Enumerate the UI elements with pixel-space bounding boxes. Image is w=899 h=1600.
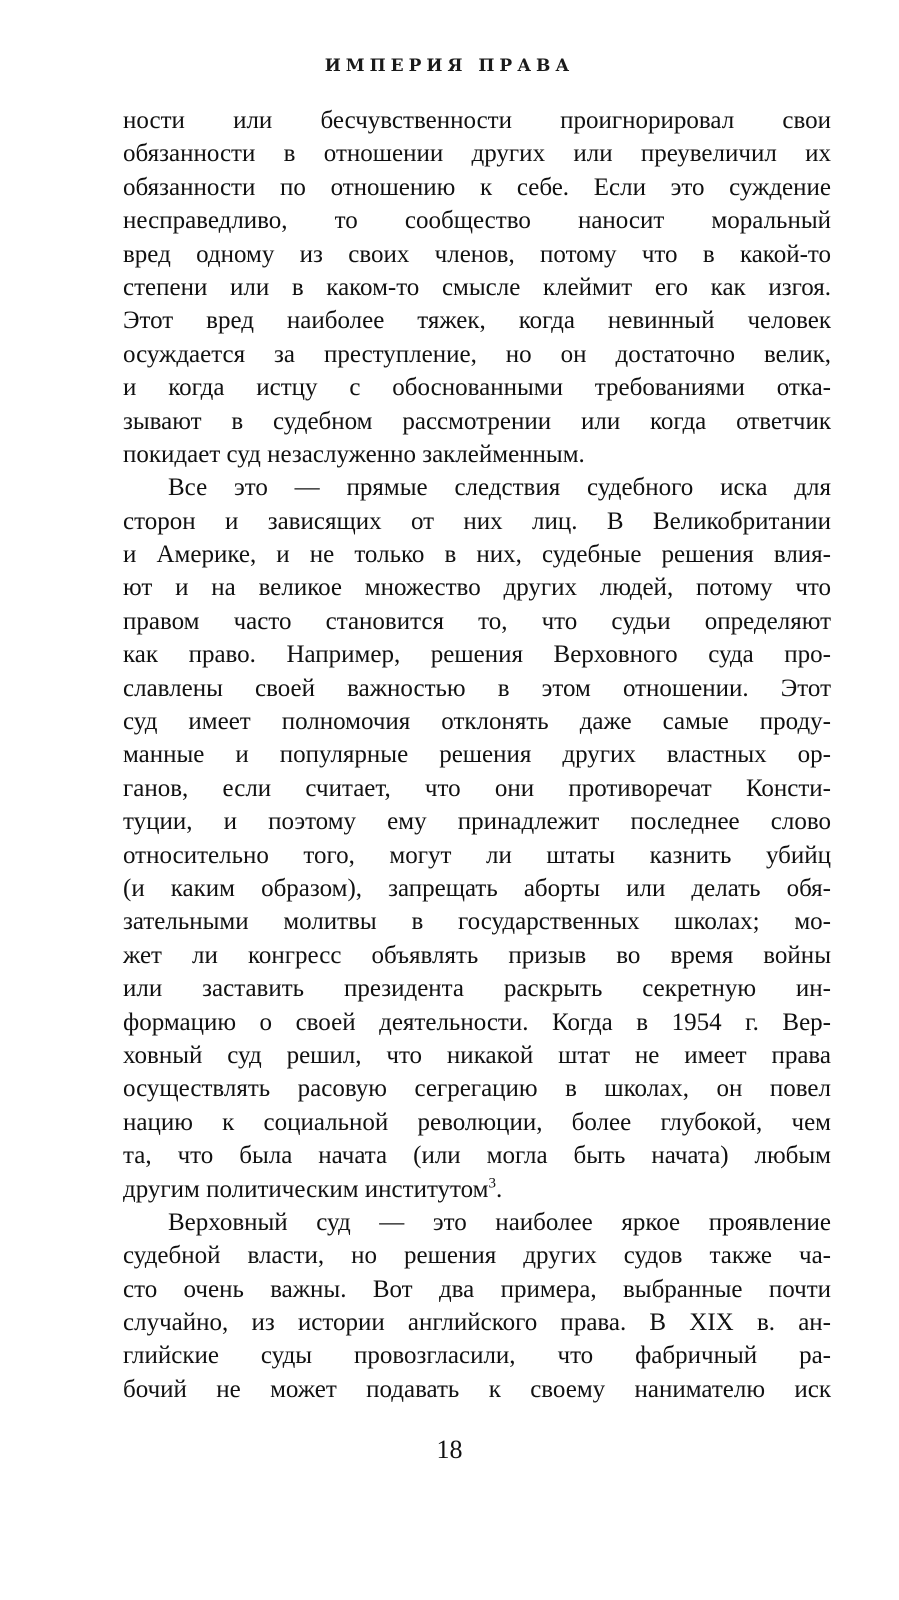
text-line: случайно, из истории английского права. В XIX в. ан- bbox=[123, 1309, 831, 1337]
text-line: Этот вред наиболее тяжек, когда невинный человек bbox=[123, 307, 831, 335]
text-line: нацию к социальной революции, более глубокой, чем bbox=[123, 1108, 831, 1136]
text-line: правом часто становится то, что судьи определяют bbox=[123, 607, 831, 635]
text-line: ганов, если считает, что они противоречат Консти- bbox=[123, 774, 831, 802]
text-line: степени или в каком-то смысле клеймит его как изгоя. bbox=[123, 273, 831, 301]
text-line: покидает суд незаслуженно заклейменным. bbox=[123, 440, 585, 468]
text-line: судебной власти, но решения других судов также ча- bbox=[123, 1242, 831, 1270]
text-segment: другим политическим институтом bbox=[123, 1175, 489, 1203]
text-line: и Америке, и не только в них, судебные решения влия- bbox=[123, 541, 831, 569]
text-line: туции, и поэтому ему принадлежит последнее слово bbox=[123, 808, 831, 836]
text-line: (и каким образом), запрещать аборты или делать обя- bbox=[123, 874, 831, 902]
text-line: несправедливо, то сообщество наносит моральный bbox=[123, 207, 831, 235]
text-line: обязанности в отношении других или преувеличил их bbox=[123, 140, 831, 168]
text-line: суд имеет полномочия отклонять даже самые проду- bbox=[123, 708, 831, 736]
text-line: осуществлять расовую сегрегацию в школах, он повел bbox=[123, 1075, 831, 1103]
paragraph-3 bbox=[123, 1206, 831, 1406]
page-number: 18 bbox=[436, 1435, 463, 1464]
text-line: ют и на великое множество других людей, потому что bbox=[123, 574, 831, 602]
text-line bbox=[123, 1173, 831, 1206]
text-line: зывают в судебном рассмотрении или когда ответчик bbox=[123, 407, 831, 435]
text-line: или заставить президента раскрыть секретную ин- bbox=[123, 975, 831, 1003]
text-line: ности или бесчувственности проигнорировал свои bbox=[123, 107, 831, 134]
text-line: обязанности по отношению к себе. Если это суждение bbox=[123, 173, 831, 201]
text-line: относительно того, могут ли штаты казнить убийц bbox=[123, 841, 831, 869]
text-line: и когда истцу с обоснованными требованиями отка- bbox=[123, 374, 831, 402]
text-line: зательными молитвы в государственных школах; мо- bbox=[123, 908, 831, 936]
text-segment: . bbox=[495, 1175, 503, 1203]
footnote-marker[interactable]: 3 bbox=[488, 1175, 496, 1192]
text-line: Все это — прямые следствия судебного иска для bbox=[168, 474, 831, 502]
text-line: ховный суд решил, что никакой штат не имеет права bbox=[123, 1041, 831, 1069]
paragraph-2 bbox=[123, 471, 831, 1206]
text-line: формацию о своей деятельности. Когда в 1954 г. Вер- bbox=[123, 1008, 831, 1036]
text-line: бочий не может подавать к своему нанимателю иск bbox=[123, 1375, 831, 1403]
text-line: вред одному из своих членов, потому что в какой-то bbox=[123, 240, 831, 268]
text-line: сто очень важны. Вот два примера, выбранные почти bbox=[123, 1275, 831, 1303]
text-line: осуждается за преступление, но он достаточно велик, bbox=[123, 340, 831, 368]
body-text bbox=[123, 104, 831, 1406]
text-line: глийские суды провозгласили, что фабричный ра- bbox=[123, 1342, 831, 1370]
text-line: славлены своей важностью в этом отношении. Этот bbox=[123, 674, 831, 702]
text-line: как право. Например, решения Верховного суда про- bbox=[123, 641, 831, 669]
text-line: жет ли конгресс объявлять призыв во время войны bbox=[123, 941, 831, 969]
text-line: манные и популярные решения других властных ор- bbox=[123, 741, 831, 769]
text-line: та, что была начата (или могла быть начата) любым bbox=[123, 1142, 831, 1170]
paragraph-1 bbox=[123, 104, 831, 471]
text-line: Верховный суд — это наиболее яркое проявление bbox=[168, 1208, 831, 1236]
text-line: сторон и зависящих от них лиц. В Великобритании bbox=[123, 507, 831, 535]
running-title: ИМПЕРИЯ ПРАВА bbox=[324, 56, 575, 76]
